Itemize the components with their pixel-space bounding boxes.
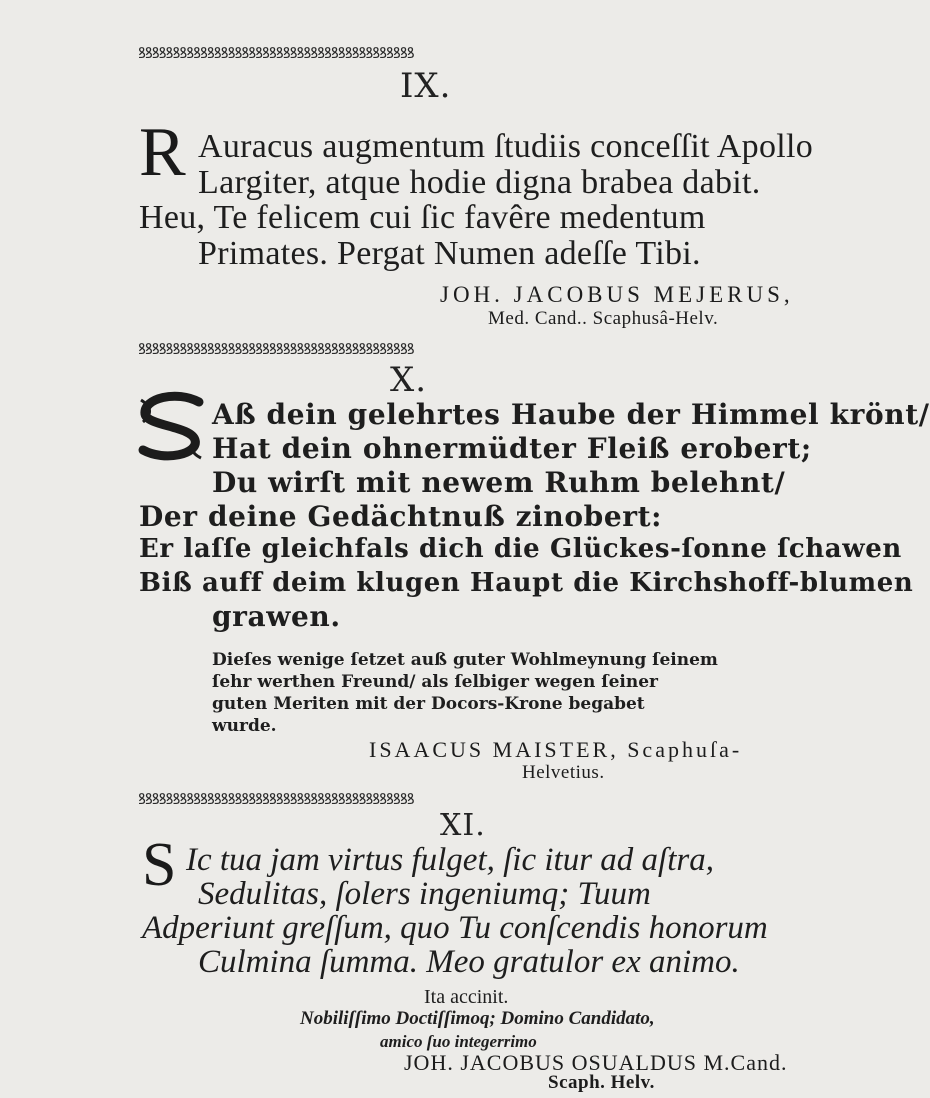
poem-ix-line-3: Heu, Te felicem cui ſic favêre medentum — [139, 199, 706, 236]
note-x-line-1: Dieſes wenige ſetzet auß guter Wohlmeynung ſeinem — [212, 650, 718, 670]
poem-ix-line-1: Auracus augmentum ſtudiis conceſſit Apollo — [198, 128, 814, 165]
poem-xi-line-1: Ic tua jam virtus fulget, ſic itur ad aſtra, — [186, 842, 714, 878]
poem-x-line-5: Er laſſe gleichfals dich die Glückes-ſonne ſchawen — [139, 534, 902, 564]
note-x-line-2: ſehr werthen Freund/ als ſelbiger wegen ſeiner — [212, 672, 658, 692]
poem-xi-line-3: Adperiunt greſſum, quo Tu conſcendis honorum — [142, 910, 768, 946]
poem-ix-line-4: Primates. Pergat Numen adeſſe Tibi. — [198, 235, 701, 272]
signature-ix-name: JOH. JACOBUS MEJERUS, — [440, 282, 794, 307]
signature-xi-sub: Scaph. Helv. — [548, 1072, 655, 1093]
poem-xi-line-2: Sedulitas, ſolers ingeniumq; Tuum — [198, 876, 651, 912]
section-number-ix: IX. — [400, 66, 452, 106]
note-x-line-4: wurde. — [212, 716, 277, 736]
signature-ix-sub: Med. Cand.. Scaphusâ-Helv. — [488, 308, 719, 329]
signature-x-name: ISAACUS MAISTER, Scaphuſa- — [369, 737, 743, 762]
poem-xi-line-4: Culmina ſumma. Meo gratulor ex animo. — [198, 944, 740, 980]
poem-x-line-3: Du wirſt mit newem Ruhm belehnt/ — [212, 466, 786, 499]
ornate-dropcap-icon — [137, 392, 205, 462]
ornament-rule-top: ꝸꝸꝸꝸꝸꝸꝸꝸꝸꝸꝸꝸꝸꝸꝸꝸꝸꝸꝸꝸꝸꝸꝸꝸꝸꝸꝸꝸꝸꝸꝸꝸꝸꝸꝸꝸꝸꝸꝸꝸ — [138, 44, 414, 62]
poem-x-line-1: Aß dein gelehrtes Haube der Himmel krönt/ — [212, 398, 930, 431]
poem-x-line-7: grawen. — [212, 600, 341, 633]
poem-x-line-4: Der deine Gedächtnuß zinobert: — [139, 500, 663, 533]
note-x-line-3: guten Meriten mit der Docors-Krone begabet — [212, 694, 645, 714]
section-number-xi: XI. — [440, 808, 486, 843]
dropcap-s: S — [142, 831, 177, 899]
signature-xi-name: JOH. JACOBUS OSUALDUS M.Cand. — [404, 1050, 788, 1075]
section-number-x: X. — [390, 360, 428, 400]
dropcap-r: R — [139, 114, 186, 191]
ornament-rule-3: ꝸꝸꝸꝸꝸꝸꝸꝸꝸꝸꝸꝸꝸꝸꝸꝸꝸꝸꝸꝸꝸꝸꝸꝸꝸꝸꝸꝸꝸꝸꝸꝸꝸꝸꝸꝸꝸꝸꝸꝸ — [138, 790, 414, 808]
poem-ix-line-2: Largiter, atque hodie digna brabea dabit. — [198, 164, 761, 201]
poem-x-line-2: Hat dein ohnermüdter Fleiß erobert; — [212, 432, 812, 465]
signature-x-sub: Helvetius. — [522, 762, 605, 783]
ornament-rule-2: ꝸꝸꝸꝸꝸꝸꝸꝸꝸꝸꝸꝸꝸꝸꝸꝸꝸꝸꝸꝸꝸꝸꝸꝸꝸꝸꝸꝸꝸꝸꝸꝸꝸꝸꝸꝸꝸꝸꝸꝸ — [138, 340, 414, 358]
closing-dedication: Nobiliſſimo Doctiſſimoq; Domino Candidato, — [300, 1008, 655, 1029]
closing-amico: amico ſuo integerrimo — [380, 1032, 537, 1051]
closing-ita-accinit: Ita accinit. — [424, 986, 509, 1008]
poem-x-line-6: Biß auff deim klugen Haupt die Kirchshoff-blumen — [139, 568, 914, 598]
